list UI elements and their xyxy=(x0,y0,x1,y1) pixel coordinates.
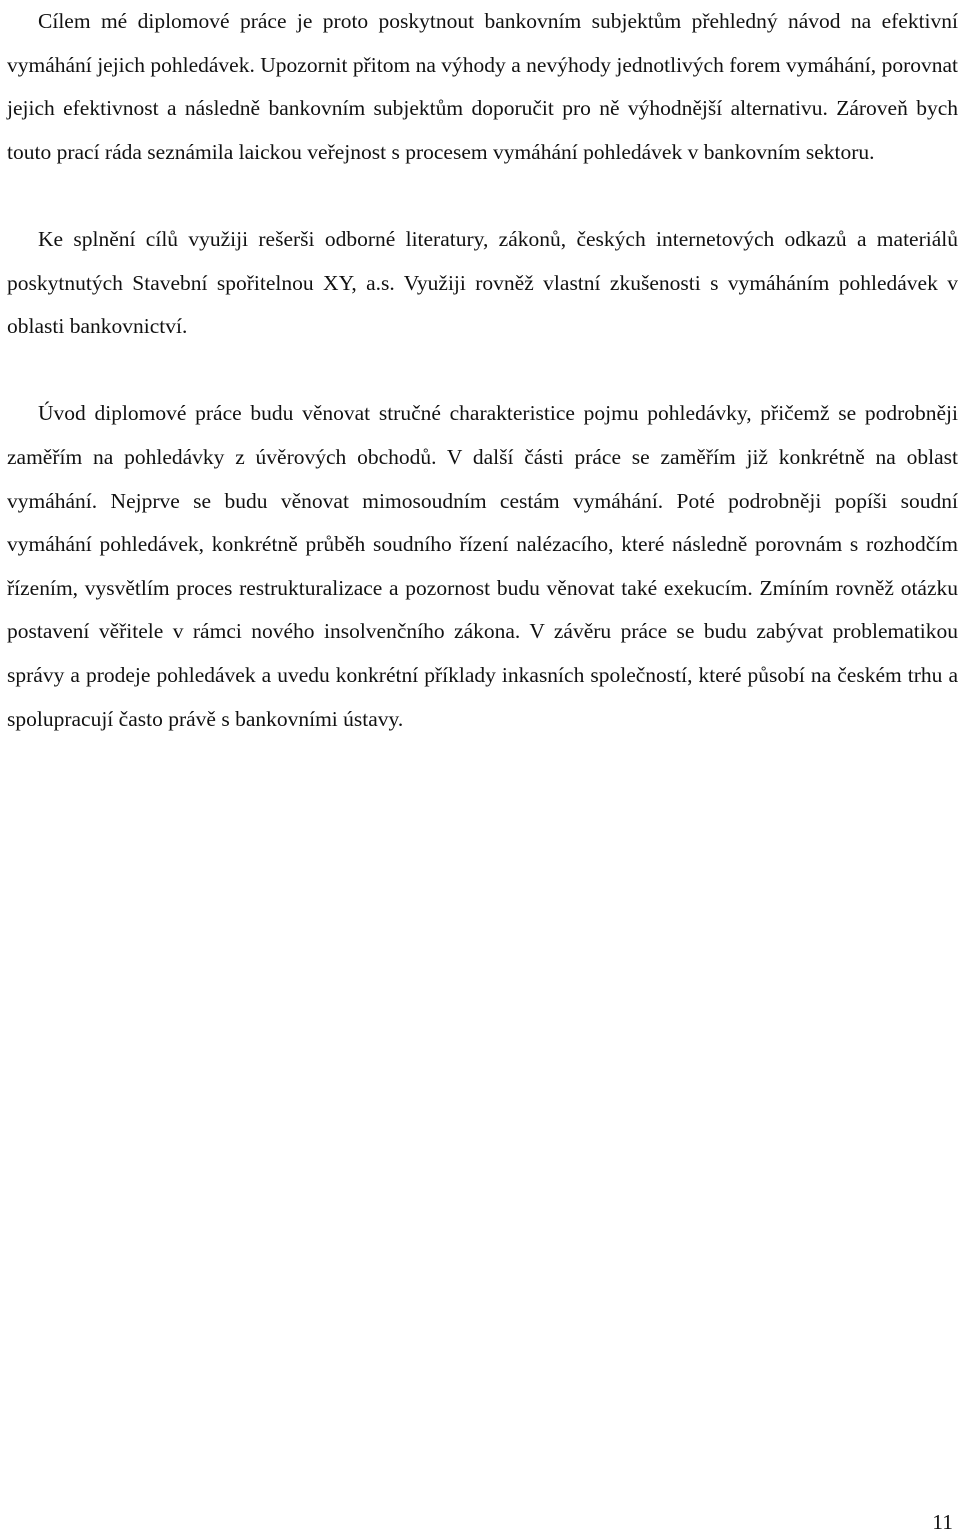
paragraph-structure: Úvod diplomové práce budu věnovat stručné charakteristice pojmu pohledávky, přičemž se podrobněji zaměřím na pohledávky z úvěrových obchodů. V další části práce se zaměřím již konkrétně na oblast vymáhání. Nejprve se budu věnovat mimosoudním cestám vymáhání. Poté podrobněji popíši soudní vymáhání pohledávek, konkrétně průběh soudního řízení nalézacího, které následně porovnám s rozhodčím řízením, vysvětlím proces restrukturalizace a pozornost budu věnovat také exekucím. Zmíním rovněž otázku postavení věřitele v rámci nového insolvenčního zákona. V závěru práce se budu zabývat problematikou správy a prodeje pohledávek a uvedu konkrétní příklady inkasních společností, které působí na českém trhu a spolupracují často právě s bankovními ústavy. xyxy=(7,401,958,731)
paragraph-methods: Ke splnění cílů využiji rešerši odborné literatury, zákonů, českých internetových odkazů a materiálů poskytnutých Stavební spořitelnou XY, a.s. Využiji rovněž vlastní zkušenosti s vymáháním pohledávek v oblasti bankovnictví. xyxy=(7,226,958,339)
document-page xyxy=(7,0,958,741)
page-number: 11 xyxy=(932,1510,953,1534)
paragraph-goals: Cílem mé diplomové práce je proto poskytnout bankovním subjektům přehledný návod na efektivní vymáhání jejich pohledávek. Upozornit přitom na výhody a nevýhody jednotlivých forem vymáhání, porovnat jejich efektivnost a následně bankovním subjektům doporučit pro ně výhodnější alternativu. Zároveň bych touto prací ráda seznámila laickou veřejnost s procesem vymáhání pohledávek v bankovním sektoru. xyxy=(7,9,958,164)
